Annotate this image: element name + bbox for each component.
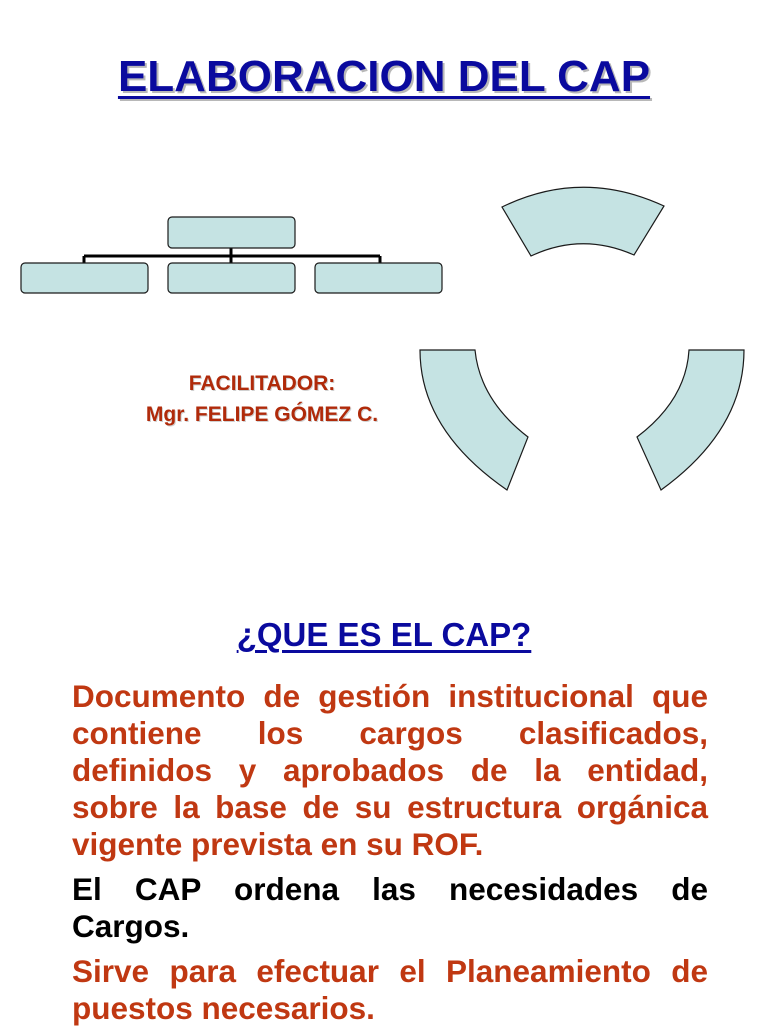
section-question: ¿QUE ES EL CAP? [236,616,532,653]
org-chart-middle-box [168,263,295,293]
purpose-paragraph: Sirve para efectuar el Planeamiento de puestos necesarios. [72,953,708,1026]
facilitator-label: FACILITADOR: [188,372,336,395]
ordering-paragraph: El CAP ordena las necesidades de Cargos. [72,871,708,944]
facilitator-block [92,368,432,430]
body-text [72,678,708,1027]
org-chart-right-box [315,263,442,293]
org-chart-top-box [168,217,295,248]
cycle-segment-right [637,350,744,490]
facilitator-name: Mgr. FELIPE GÓMEZ C. [145,403,379,426]
cycle-segment-left [420,350,528,490]
definition-paragraph: Documento de gestión institucional que contiene los cargos clasificados, definidos y aprobados de la entidad, sobre la base de su estructura orgánica vigente prevista en su ROF. [72,678,708,862]
org-chart-left-box [21,263,148,293]
org-chart-graphic [21,217,442,293]
cycle-segment-top [502,187,664,256]
slide-title: ELABORACION DEL CAP [117,52,651,101]
cycle-arrows-graphic [420,187,744,490]
